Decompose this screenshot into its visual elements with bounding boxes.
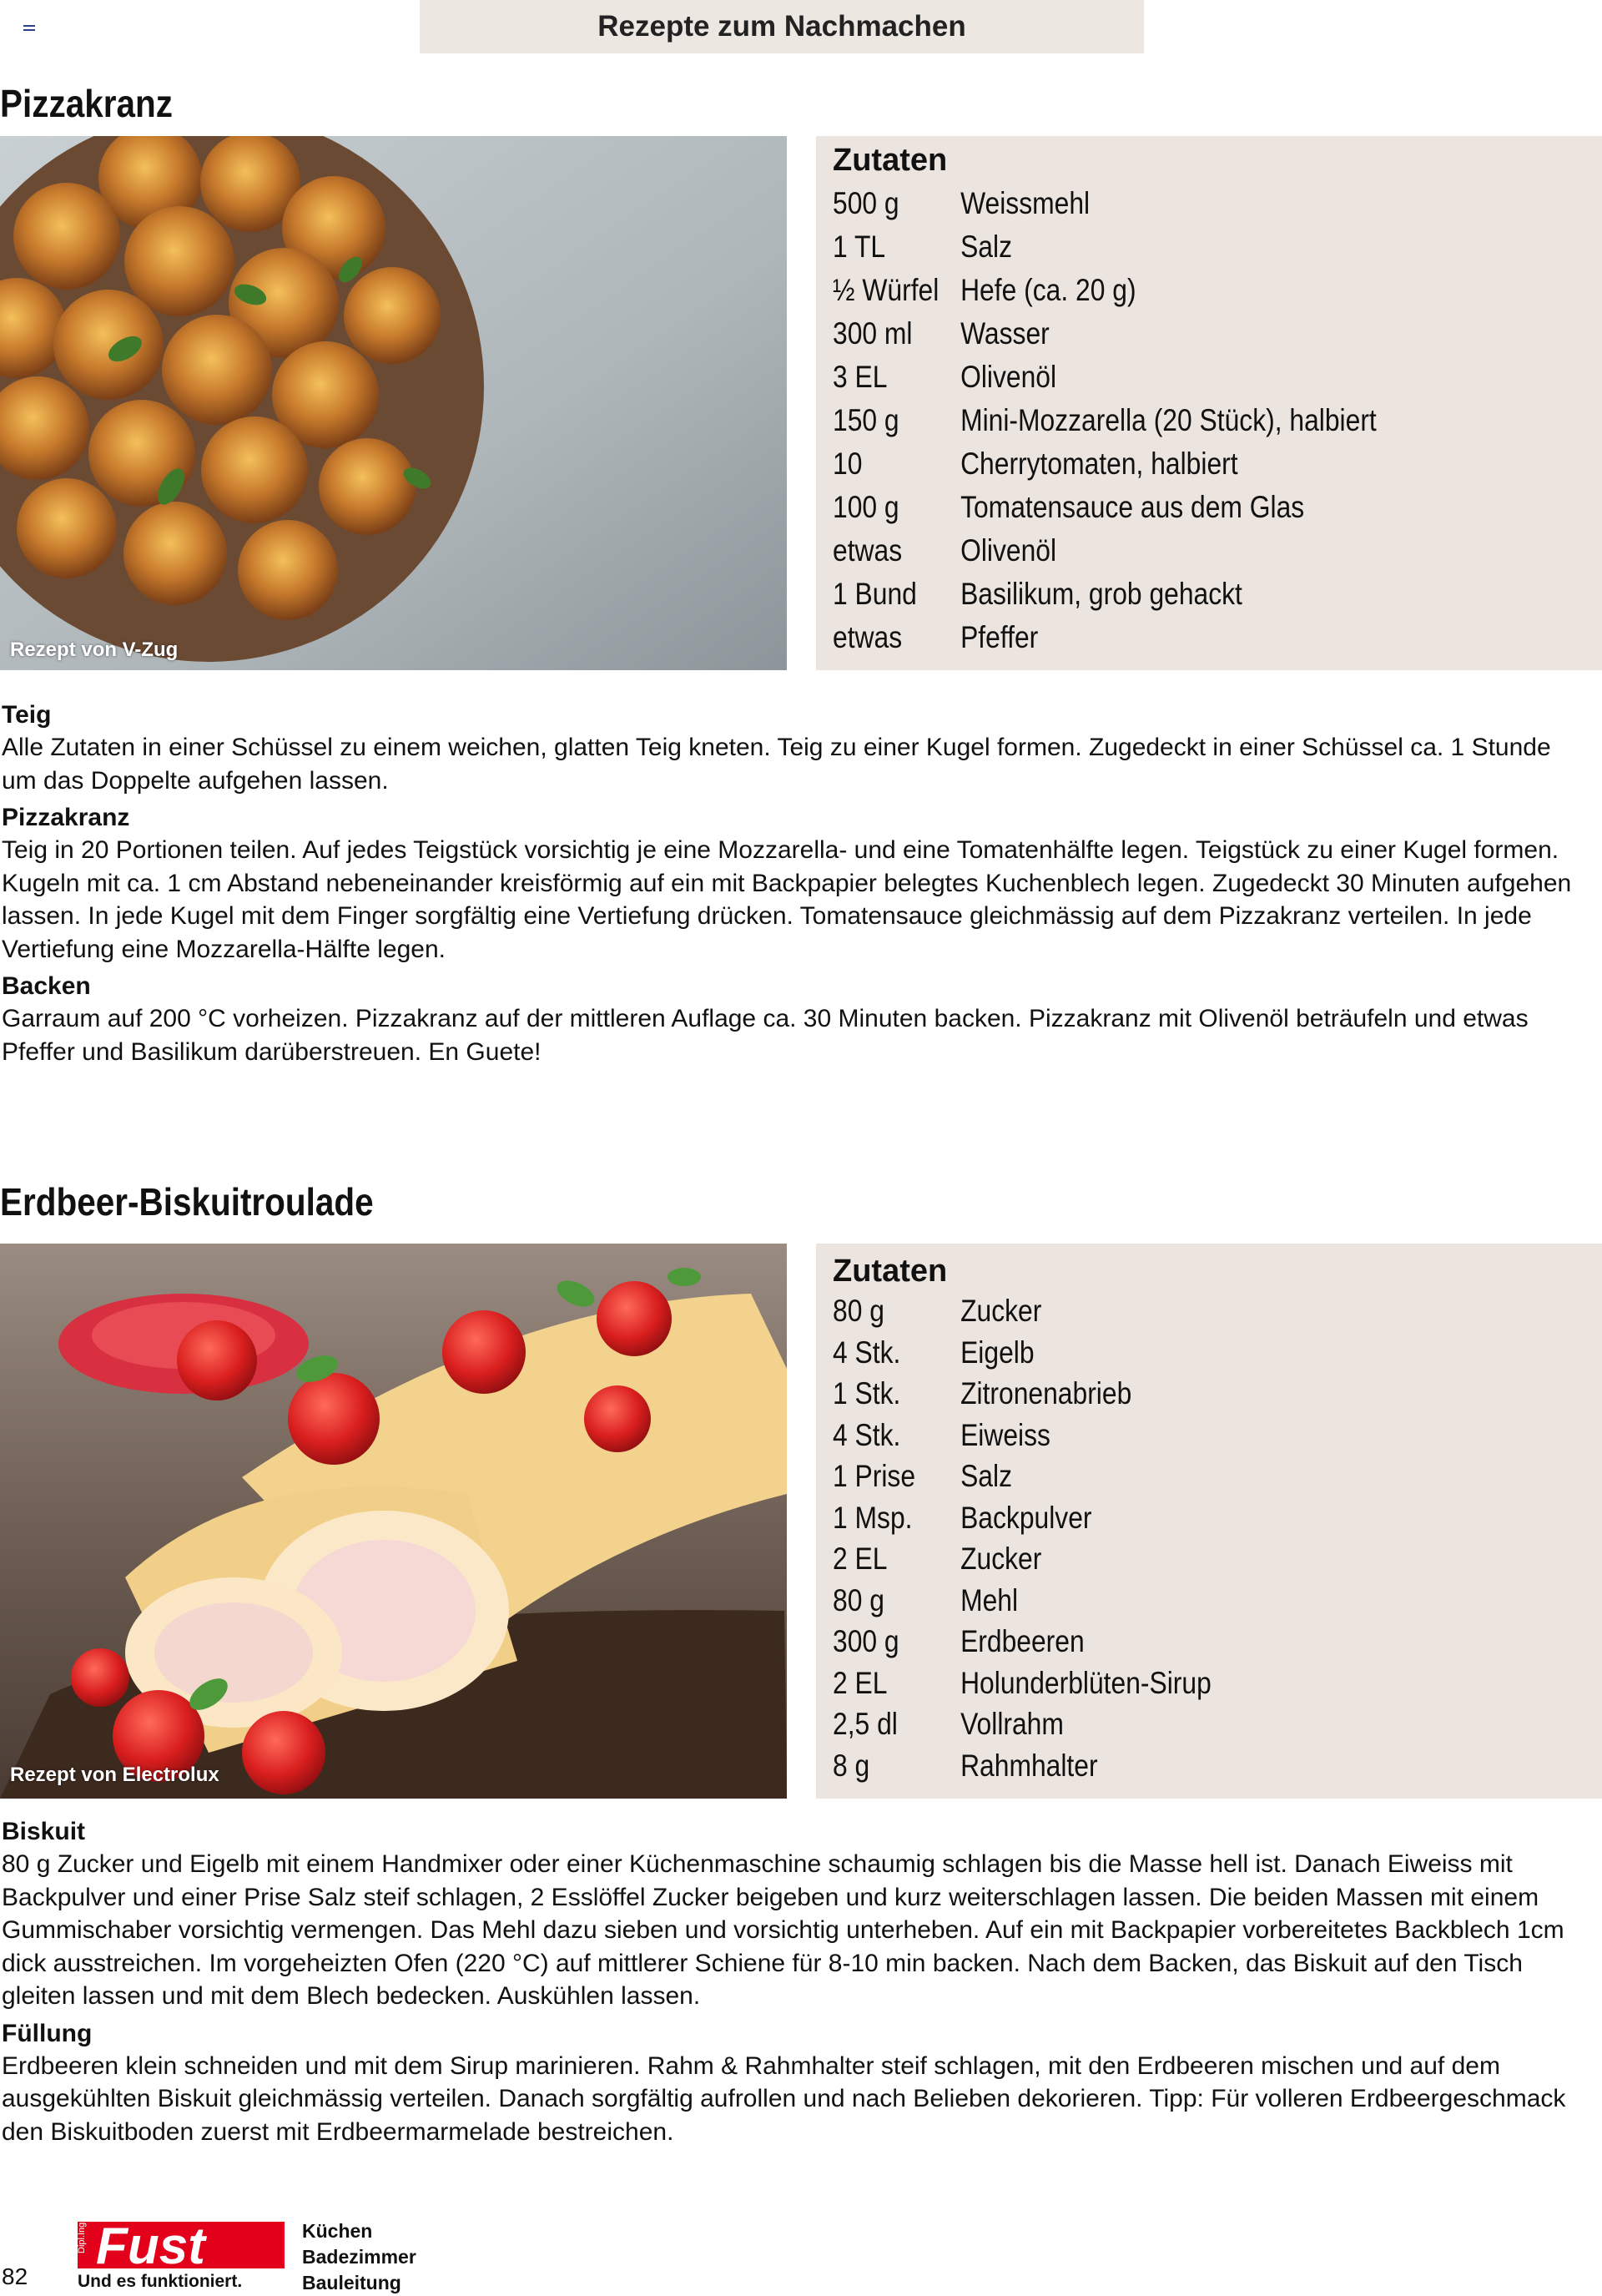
- ingredient-amount: 80 g: [833, 1294, 884, 1328]
- ingredient-amount: 2 EL: [833, 1542, 888, 1576]
- step-heading: Biskuit: [2, 1818, 86, 1845]
- ingredient-amount: 80 g: [833, 1582, 884, 1617]
- ingredient-amount: 1 Stk.: [833, 1376, 901, 1410]
- ingredient-amount: 4 Stk.: [833, 1335, 901, 1370]
- ingredient-item: Weissmehl: [960, 186, 1091, 220]
- step-text: Garraum auf 200 °C vorheizen. Pizzakranz auf der mittleren Auflage ca. 30 Minuten backen. Pizzakranz mit Olivenöl beträufeln und etwas Pfeffer und Basilikum darüberstreuen. En Guete!: [2, 1005, 1529, 1066]
- ingredient-item: Vollrahm: [960, 1707, 1064, 1741]
- ingredients-box-pizzakranz: [816, 136, 1602, 670]
- recipe-title-pizzakranz: Pizzakranz: [0, 82, 173, 125]
- ingredient-amount: 300 g: [833, 1624, 899, 1658]
- section-header-title: Rezepte zum Nachmachen: [597, 10, 966, 43]
- ingredient-item: Eigelb: [960, 1335, 1035, 1370]
- menu-icon[interactable]: [23, 25, 35, 37]
- photo-credit-vzug: Rezept von V-Zug: [10, 638, 179, 661]
- instructions-pizzakranz: [2, 699, 1587, 1073]
- step-heading: Teig: [2, 701, 52, 729]
- ingredient-item: Salz: [960, 1459, 1012, 1493]
- ingredient-row: [833, 1376, 1131, 1411]
- ingredient-item: Holunderblüten-Sirup: [960, 1665, 1212, 1700]
- ingredient-row: [833, 1748, 1098, 1784]
- ingredient-row: [833, 1335, 1035, 1370]
- ingredient-item: Tomatensauce aus dem Glas: [960, 490, 1305, 524]
- ingredient-item: Zucker: [960, 1294, 1042, 1328]
- pizzakranz-photo: [0, 136, 787, 670]
- ingredient-item: Cherrytomaten, halbiert: [960, 447, 1238, 481]
- svg-text:Dipl.Ing.: Dipl.Ing.: [78, 2219, 87, 2253]
- ingredient-amount: 1 Msp.: [833, 1500, 913, 1535]
- step-heading: Backen: [2, 972, 91, 1000]
- ingredient-row: [833, 1459, 1012, 1494]
- ingredients-box-roulade: [816, 1244, 1602, 1799]
- ingredient-amount: 3 EL: [833, 360, 888, 394]
- ingredient-item: Mehl: [960, 1582, 1019, 1617]
- ingredient-amount: 100 g: [833, 490, 899, 524]
- ingredient-item: Zucker: [960, 1542, 1042, 1576]
- ingredient-row: [833, 403, 1377, 438]
- ingredients-heading: Zutaten: [833, 143, 948, 178]
- ingredient-row: [833, 447, 1238, 482]
- recipe-title-roulade: Erdbeer-Biskuitroulade: [0, 1180, 374, 1224]
- ingredient-row: [833, 1624, 1085, 1659]
- ingredient-row: [833, 1583, 1018, 1618]
- ingredient-row: [833, 360, 1056, 395]
- roulade-photo: [0, 1244, 787, 1799]
- service-bauleitung: Bauleitung: [302, 2272, 401, 2293]
- ingredient-row: [833, 490, 1304, 525]
- ingredient-item: Olivenöl: [960, 533, 1057, 568]
- ingredient-row: [833, 230, 1012, 265]
- ingredient-amount: etwas: [833, 620, 903, 654]
- ingredient-row: [833, 620, 1038, 655]
- ingredient-item: Mini-Mozzarella (20 Stück), halbiert: [960, 403, 1377, 437]
- section-header: [420, 0, 1144, 53]
- ingredient-item: Pfeffer: [960, 620, 1039, 654]
- ingredient-item: Salz: [960, 230, 1012, 264]
- ingredient-item: Erdbeeren: [960, 1624, 1085, 1658]
- ingredients-heading: Zutaten: [833, 1254, 948, 1289]
- ingredient-item: Wasser: [960, 316, 1050, 351]
- ingredient-amount: 500 g: [833, 186, 899, 220]
- service-kuechen: Küchen: [302, 2220, 373, 2242]
- ingredient-row: [833, 577, 1242, 612]
- ingredient-item: Eiweiss: [960, 1417, 1050, 1452]
- ingredient-row: [833, 1542, 1041, 1577]
- ingredient-amount: 2 EL: [833, 1665, 888, 1700]
- ingredient-row: [833, 1666, 1212, 1701]
- fust-services: [302, 2218, 416, 2296]
- page-number: 82: [2, 2263, 28, 2289]
- ingredient-amount: 1 Prise: [833, 1459, 916, 1493]
- ingredient-amount: 1 TL: [833, 230, 886, 264]
- step-text: Erdbeeren klein schneiden und mit dem Sirup marinieren. Rahm & Rahmhalter steif schlagen, mit den Erdbeeren mischen und auf dem ausgekühlten Biskuit gleichmässig verteilen. Danach sorgfältig aufrollen und nach Belieben dekorieren. Tipp: Für volleren Erdbeergeschmack den Biskuitboden zuerst mit Erdbeermarmelade bestreichen.: [2, 2051, 1566, 2146]
- ingredient-amount: 300 ml: [833, 316, 913, 351]
- ingredient-item: Basilikum, grob gehackt: [960, 577, 1242, 611]
- ingredient-row: [833, 316, 1050, 351]
- svg-text:Und es funktioniert.: Und es funktioniert.: [78, 2272, 243, 2290]
- ingredient-amount: 4 Stk.: [833, 1417, 901, 1452]
- ingredient-row: [833, 186, 1090, 221]
- step-text: Alle Zutaten in einer Schüssel zu einem weichen, glatten Teig kneten. Teig zu einer Kugel formen. Zugedeckt in einer Schüssel ca. 1 Stunde um das Doppelte aufgehen lassen.: [2, 734, 1551, 795]
- ingredient-row: [833, 1501, 1091, 1536]
- step-text: 80 g Zucker und Eigelb mit einem Handmixer oder einer Küchenmaschine schaumig schlagen bis die Masse hell ist. Danach Eiweiss mit Backpulver und einer Prise Salz steif schlagen, 2 Esslöffel Zucker beigeben und kurz weiterschlagen lassen. Die beiden Massen mit einem Gummischaber vorsichtig vermengen. Das Mehl dazu sieben und vorsichtig unterheben. Auf ein mit Backpapier vorbereitetes Backblech 1cm dick ausstreichen. Im vorgeheizten Ofen (220 °C) auf mittlerer Schiene für 8-10 min backen. Nach dem Backen, das Biskuit auf den Tisch gleiten lassen und mit dem Blech bedecken. Auskühlen lassen.: [2, 1850, 1564, 2010]
- ingredient-amount: 150 g: [833, 403, 899, 437]
- ingredient-item: Rahmhalter: [960, 1748, 1098, 1783]
- ingredient-row: [833, 1418, 1050, 1453]
- ingredient-item: Zitronenabrieb: [960, 1376, 1132, 1410]
- ingredient-item: Backpulver: [960, 1500, 1092, 1535]
- step-text: Teig in 20 Portionen teilen. Auf jedes Teigstück vorsichtig je eine Mozzarella- und eine Tomatenhälfte legen. Teigstück zu einer Kugel formen. Kugeln mit ca. 1 cm Abstand nebeneinander kreisförmig auf ein mit Backpapier belegtes Kuchenblech legen. Zugedeckt 30 Minuten aufgehen lassen. In jede Kugel mit dem Finger sorgfältig eine Vertiefung drücken. Tomatensauce gleichmässig auf dem Pizzakranz verteilen. In jede Vertiefung eine Mozzarella-Hälfte legen.: [2, 836, 1572, 963]
- ingredient-row: [833, 1707, 1064, 1742]
- roulade-image: [0, 1244, 787, 1799]
- ingredient-item: Hefe (ca. 20 g): [960, 273, 1136, 307]
- ingredient-amount: 10: [833, 447, 863, 481]
- service-badezimmer: Badezimmer: [302, 2246, 416, 2268]
- ingredient-amount: ½ Würfel: [833, 273, 940, 307]
- ingredient-amount: 2,5 dl: [833, 1707, 898, 1741]
- ingredient-amount: 8 g: [833, 1748, 870, 1783]
- ingredient-item: Olivenöl: [960, 360, 1057, 394]
- ingredient-row: [833, 533, 1056, 568]
- instructions-roulade: [2, 1816, 1587, 2153]
- step-heading: Füllung: [2, 2019, 93, 2047]
- step-heading: Pizzakranz: [2, 804, 130, 831]
- svg-text:Fust: Fust: [96, 2218, 205, 2275]
- pizzakranz-image: [0, 136, 787, 670]
- ingredient-amount: 1 Bund: [833, 577, 917, 611]
- ingredient-amount: etwas: [833, 533, 903, 568]
- fust-logo: [78, 2217, 285, 2290]
- photo-credit-electrolux: Rezept von Electrolux: [10, 1764, 219, 1786]
- ingredient-row: [833, 1294, 1041, 1329]
- ingredient-row: [833, 273, 1136, 308]
